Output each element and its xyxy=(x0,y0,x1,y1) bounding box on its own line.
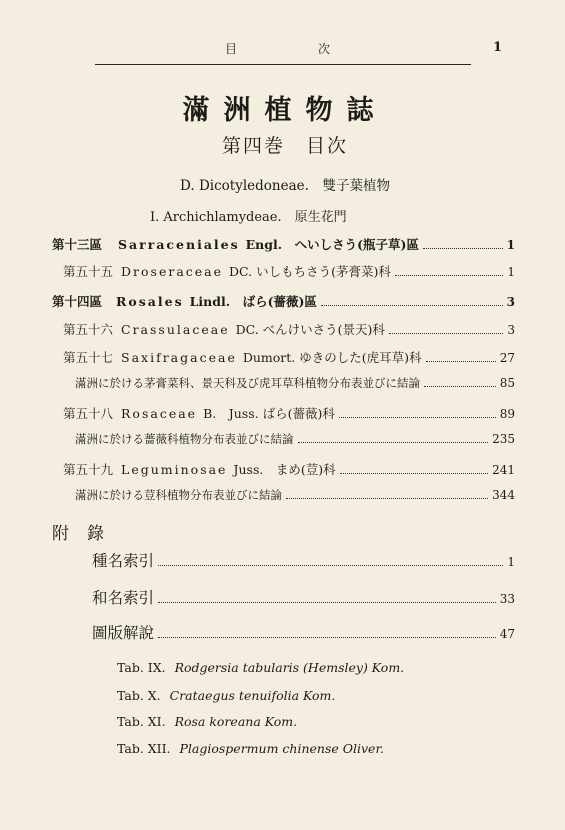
entry-latin: Rosaceae xyxy=(121,406,198,421)
toc-subentry[interactable] xyxy=(75,375,515,395)
entry-latin: Saxifragaceae xyxy=(121,350,237,365)
appendix-item-page: 47 xyxy=(499,627,515,641)
header-rule xyxy=(95,64,471,65)
leader-dots xyxy=(298,442,489,443)
entry-label: 第五十九 xyxy=(63,462,114,477)
leader-dots xyxy=(424,386,496,387)
plate-entry xyxy=(117,688,335,703)
page-number: 1 xyxy=(493,40,503,55)
appendix-item[interactable] xyxy=(92,621,515,645)
appendix-item[interactable] xyxy=(92,549,515,573)
entry-page: 85 xyxy=(499,376,515,390)
header-right: 次 xyxy=(318,42,331,56)
running-header xyxy=(0,40,565,60)
entry-label: 第五十五 xyxy=(63,264,114,279)
toc-subentry[interactable] xyxy=(75,431,515,451)
entry-page: 3 xyxy=(506,295,515,309)
appendix-item-page: 1 xyxy=(507,555,515,569)
entry-label: 第五十六 xyxy=(63,322,114,337)
appendix-heading: 附錄 xyxy=(52,524,122,544)
leader-dots xyxy=(426,361,496,362)
plate-species: Rosa koreana Kom. xyxy=(174,714,298,729)
appendix-item[interactable] xyxy=(92,586,515,610)
leader-dots xyxy=(158,637,496,638)
entry-text: Juss. まめ(荳)科 xyxy=(233,462,336,477)
toc-entry[interactable] xyxy=(63,262,515,282)
leader-dots xyxy=(286,498,488,499)
appendix-item-label: 圖版解說 xyxy=(92,624,155,642)
entry-latin: Leguminosae xyxy=(121,462,228,477)
entry-latin: Sarraceniales xyxy=(118,237,240,252)
plate-species: Rodgersia tabularis (Hemsley) Kom. xyxy=(174,660,405,675)
entry-page: 241 xyxy=(492,463,515,477)
entry-text: B. Juss. ばら(薔薇)科 xyxy=(203,406,335,421)
entry-label: 第五十七 xyxy=(63,350,114,365)
plate-number: Tab. XI. xyxy=(117,714,166,729)
toc-subentry[interactable] xyxy=(75,487,515,507)
entry-latin: Rosales xyxy=(116,294,184,309)
entry-page: 1 xyxy=(506,238,515,252)
volume-heading: 第四巻 目次 xyxy=(221,135,348,157)
entry-label: 第十三區 xyxy=(52,237,103,252)
entry-page: 89 xyxy=(499,407,515,421)
entry-page: 235 xyxy=(492,432,515,446)
leader-dots xyxy=(340,473,489,474)
toc-entry[interactable] xyxy=(52,235,515,255)
toc-entry[interactable] xyxy=(63,348,515,368)
plate-number: Tab. IX. xyxy=(117,660,166,675)
leader-dots xyxy=(158,565,503,566)
entry-text: Lindl. ばら(薔薇)區 xyxy=(189,294,317,309)
plate-number: Tab. XII. xyxy=(117,741,171,756)
entry-label: 第五十八 xyxy=(63,406,114,421)
toc-entry[interactable] xyxy=(63,404,515,424)
subentry-text: 滿洲に於ける薔薇科植物分布表並びに結論 xyxy=(75,432,294,446)
plate-species: Crataegus tenuifolia Kom. xyxy=(169,688,336,703)
leader-dots xyxy=(158,602,496,603)
subentry-text: 滿洲に於ける荳科植物分布表並びに結論 xyxy=(75,488,282,502)
subentry-text: 滿洲に於ける茅膏菜科、景天科及び虎耳草科植物分布表並びに結論 xyxy=(75,376,420,390)
header-left: 目 xyxy=(225,42,238,56)
appendix-item-page: 33 xyxy=(499,592,515,606)
entry-page: 344 xyxy=(492,488,515,502)
leader-dots xyxy=(321,305,503,306)
plate-entry xyxy=(117,660,404,675)
entry-text: Dumort. ゆきのした(虎耳草)科 xyxy=(242,350,422,365)
appendix-item-label: 和名索引 xyxy=(92,589,155,607)
toc-entry[interactable] xyxy=(52,292,515,312)
class-heading: D. Dicotyledoneae. 雙子葉植物 xyxy=(180,178,390,194)
leader-dots xyxy=(395,275,503,276)
leader-dots xyxy=(389,333,503,334)
entry-page: 3 xyxy=(507,323,515,337)
entry-page: 27 xyxy=(499,351,515,365)
toc-entry[interactable] xyxy=(63,460,515,480)
leader-dots xyxy=(423,248,503,249)
entry-text: Engl. へいしさう(瓶子草)區 xyxy=(245,237,419,252)
toc-entry[interactable] xyxy=(63,320,515,340)
plate-number: Tab. X. xyxy=(117,688,161,703)
appendix-item-label: 種名索引 xyxy=(92,552,155,570)
plate-entry xyxy=(117,714,297,729)
leader-dots xyxy=(339,417,496,418)
entry-latin: Crassulaceae xyxy=(121,322,230,337)
subclass-heading: I. Archichlamydeae. 原生花門 xyxy=(150,210,347,225)
book-title: 滿洲植物誌 xyxy=(182,95,388,126)
plate-entry xyxy=(117,741,384,756)
entry-text: DC. べんけいさう(景天)科 xyxy=(235,322,385,337)
entry-page: 1 xyxy=(507,265,515,279)
entry-text: DC. いしもちさう(茅膏菜)科 xyxy=(229,264,391,279)
entry-label: 第十四區 xyxy=(52,294,103,309)
plate-species: Plagiospermum chinense Oliver. xyxy=(179,741,385,756)
entry-latin: Droseraceae xyxy=(121,264,224,279)
